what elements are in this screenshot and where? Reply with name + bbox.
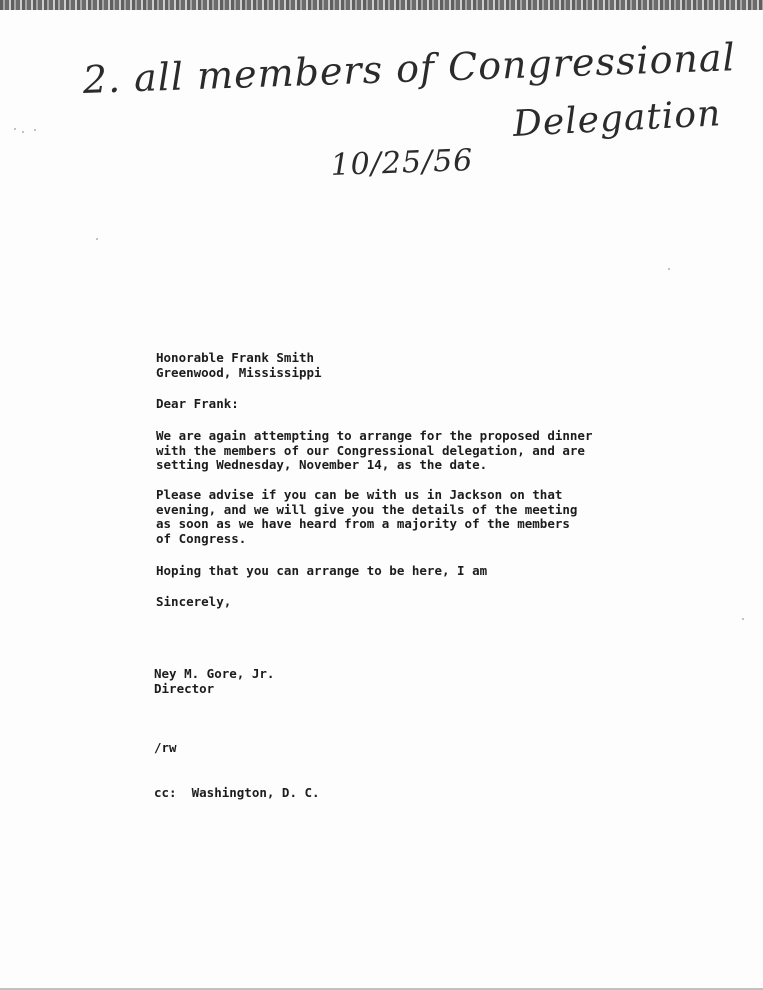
signer-name: Ney M. Gore, Jr. xyxy=(154,666,275,681)
body-paragraph-1: We are again attempting to arrange for the proposed dinner with the members of our Congressional delegation, and are setting Wednesday, November 14, as the date. xyxy=(156,428,593,472)
closing-line: Hoping that you can arrange to be here, I am xyxy=(156,563,488,578)
scan-speck xyxy=(34,129,36,131)
handwritten-note-line2: Delegation xyxy=(512,93,723,145)
body-paragraph-2: Please advise if you can be with us in Jackson on that evening, and we will give you the details of the meeting as soon as we have heard from a majority of the members of Congress. xyxy=(156,487,578,546)
recipient-location: Greenwood, Mississippi xyxy=(156,365,322,380)
salutation: Dear Frank: xyxy=(156,396,239,411)
scan-speck xyxy=(14,128,16,130)
scan-speck xyxy=(22,131,24,133)
complimentary-close: Sincerely, xyxy=(156,594,232,609)
handwritten-date: 10/25/56 xyxy=(330,143,474,183)
handwritten-note-line1: 2. all members of Congressional xyxy=(82,35,737,102)
typist-initials: /rw xyxy=(154,740,177,755)
scan-speck xyxy=(96,238,98,240)
scan-top-edge xyxy=(0,0,763,10)
scan-speck xyxy=(668,268,670,270)
scan-speck xyxy=(742,618,744,620)
signer-title: Director xyxy=(154,681,215,696)
carbon-copy-line: cc: Washington, D. C. xyxy=(154,785,320,800)
recipient-name: Honorable Frank Smith xyxy=(156,350,315,365)
